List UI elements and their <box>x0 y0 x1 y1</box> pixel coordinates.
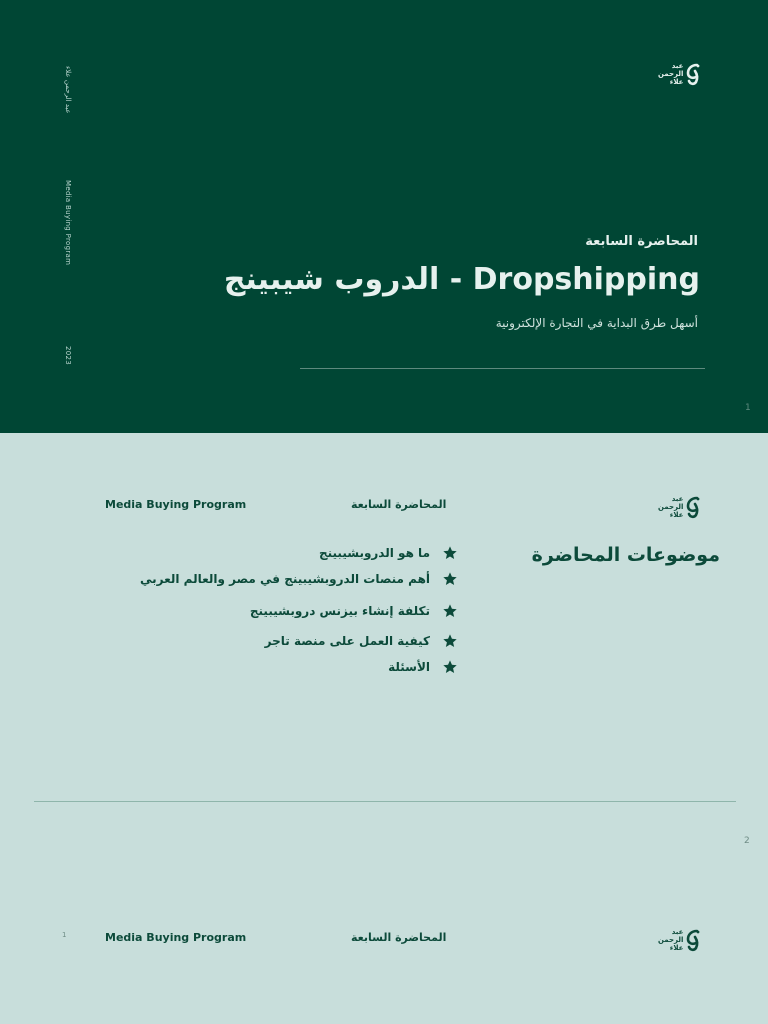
topic-label: أهم منصات الدروبشيبينج في مصر والعالم العربي <box>140 572 430 586</box>
lecture-kicker: المحاضرة السابعة <box>585 234 698 249</box>
star-icon <box>442 571 458 587</box>
logo-text <box>658 62 683 86</box>
topic-label: كيفية العمل على منصة تاجر <box>264 634 430 648</box>
slide-subtitle: أسهل طرق البداية في التجارة الإلكترونية <box>495 316 698 330</box>
logo-line-3: علاء <box>669 78 684 86</box>
topic-item <box>140 571 458 587</box>
logo-line-2: الرحمن <box>658 936 684 944</box>
calligraphy-logo-icon <box>685 495 701 519</box>
topic-label: تكلفة إنشاء بيزنس دروبشيبينج <box>249 604 430 618</box>
slide-title: الدروب شيبينج - Dropshipping <box>223 262 700 297</box>
topics-title: موضوعات المحاضرة <box>531 544 720 566</box>
topic-item <box>319 545 458 561</box>
topic-label: ما هو الدروبشيبينج <box>318 546 430 560</box>
page-number: 2 <box>744 836 750 846</box>
year-vertical-label: 2023 <box>64 346 72 366</box>
header-program-name: Media Buying Program <box>105 931 247 944</box>
star-icon <box>442 545 458 561</box>
page-number: 1 <box>62 931 67 939</box>
calligraphy-logo-icon <box>685 928 701 952</box>
program-vertical-label: Media Buying Program <box>64 180 72 266</box>
logo-line-2: الرحمن <box>658 503 684 511</box>
logo-line-2: الرحمن <box>658 70 684 78</box>
topic-item <box>250 603 458 619</box>
title-slide <box>0 0 768 433</box>
content-divider <box>34 801 736 802</box>
brand-logo <box>658 62 701 86</box>
star-icon <box>442 659 458 675</box>
star-icon <box>442 633 458 649</box>
brand-logo <box>658 928 701 952</box>
star-icon <box>442 603 458 619</box>
brand-logo <box>658 495 701 519</box>
logo-line-1: عبد <box>671 495 684 503</box>
author-vertical-label: عبد الرحمن علاء <box>64 66 72 114</box>
page-number: 1 <box>745 403 751 413</box>
header-lecture-name: المحاضرة السابعة <box>351 498 447 511</box>
logo-line-3: علاء <box>669 944 684 952</box>
logo-text <box>658 928 683 952</box>
title-divider <box>300 368 705 369</box>
topic-item <box>388 659 458 675</box>
header-program-name: Media Buying Program <box>105 498 247 511</box>
logo-line-3: علاء <box>669 511 684 519</box>
logo-line-1: عبد <box>671 62 684 70</box>
calligraphy-logo-icon <box>685 62 701 86</box>
logo-line-1: عبد <box>671 928 684 936</box>
header-lecture-name: المحاضرة السابعة <box>351 931 447 944</box>
logo-text <box>658 495 683 519</box>
topic-item <box>265 633 458 649</box>
topic-label: الأسئلة <box>388 660 430 674</box>
